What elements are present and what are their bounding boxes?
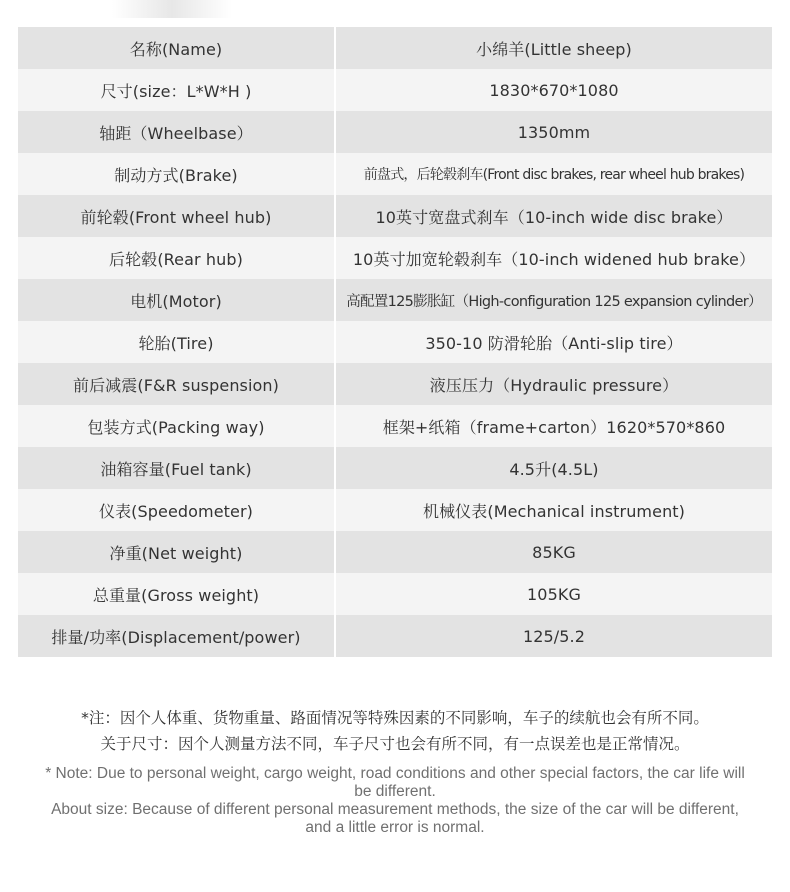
note-cn-size: 关于尺寸：因个人测量方法不同，车子尺寸也会有所不同，有一点误差也是正常情况。 — [100, 735, 690, 753]
row-value: 4.5升(4.5L) — [336, 447, 772, 489]
row-value: 机械仪表(Mechanical instrument) — [336, 489, 772, 531]
row-value: 1830*670*1080 — [336, 69, 772, 111]
row-value: 1350mm — [336, 111, 772, 153]
row-value: 液压压力（Hydraulic pressure） — [336, 363, 772, 405]
row-label: 轴距（Wheelbase） — [18, 111, 334, 153]
row-label: 仪表(Speedometer) — [18, 489, 334, 531]
row-label: 油箱容量(Fuel tank) — [18, 447, 334, 489]
notes-section — [0, 705, 790, 837]
row-label: 后轮毂(Rear hub) — [18, 237, 334, 279]
row-value: 10英寸宽盘式刹车（10-inch wide disc brake） — [336, 195, 772, 237]
row-value: 10英寸加宽轮毂刹车（10-inch widened hub brake） — [336, 237, 772, 279]
table-row — [18, 237, 772, 279]
row-label: 前后减震(F&R suspension) — [18, 363, 334, 405]
table-row — [18, 489, 772, 531]
row-value: 125/5.2 — [336, 615, 772, 657]
row-label: 名称(Name) — [18, 27, 334, 69]
table-row — [18, 69, 772, 111]
row-label: 净重(Net weight) — [18, 531, 334, 573]
row-label: 制动方式(Brake) — [18, 153, 334, 195]
row-label: 总重量(Gross weight) — [18, 573, 334, 615]
row-value: 105KG — [336, 573, 772, 615]
table-row — [18, 405, 772, 447]
note-en-range-text: * Note: Due to personal weight, cargo weight, road conditions and other special factors, the car life will be different. — [45, 765, 745, 800]
row-value: 350-10 防滑轮胎（Anti-slip tire） — [336, 321, 772, 363]
row-label: 排量/功率(Displacement/power) — [18, 615, 334, 657]
table-row — [18, 111, 772, 153]
note-en-size-text: About size: Because of different personal measurement methods, the size of the car will be different, and a little error is normal. — [51, 801, 739, 836]
table-row — [18, 615, 772, 657]
table-row — [18, 195, 772, 237]
note-en-range — [0, 765, 790, 801]
row-label: 轮胎(Tire) — [18, 321, 334, 363]
table-row — [18, 447, 772, 489]
row-value: 小绵羊(Little sheep) — [336, 27, 772, 69]
row-label: 尺寸(size：L*W*H ) — [18, 69, 334, 111]
spec-table — [18, 27, 772, 657]
note-en-size — [0, 801, 790, 837]
row-value: 前盘式，后轮毂刹车(Front disc brakes, rear wheel hub brakes) — [336, 153, 772, 195]
row-value: 框架+纸箱（frame+carton）1620*570*860 — [336, 405, 772, 447]
table-row — [18, 573, 772, 615]
note-cn-range: *注：因个人体重、货物重量、路面情况等特殊因素的不同影响，车子的续航也会有所不同。 — [81, 709, 709, 727]
table-row — [18, 27, 772, 69]
table-row — [18, 279, 772, 321]
table-row — [18, 321, 772, 363]
row-label: 包装方式(Packing way) — [18, 405, 334, 447]
row-label: 电机(Motor) — [18, 279, 334, 321]
table-row — [18, 153, 772, 195]
faded-product-image — [112, 0, 232, 18]
row-value: 85KG — [336, 531, 772, 573]
top-image-strip — [0, 0, 790, 26]
table-row — [18, 363, 772, 405]
table-row — [18, 531, 772, 573]
row-label: 前轮毂(Front wheel hub) — [18, 195, 334, 237]
row-value: 高配置125膨胀缸（High-configuration 125 expansion cylinder） — [336, 279, 772, 321]
